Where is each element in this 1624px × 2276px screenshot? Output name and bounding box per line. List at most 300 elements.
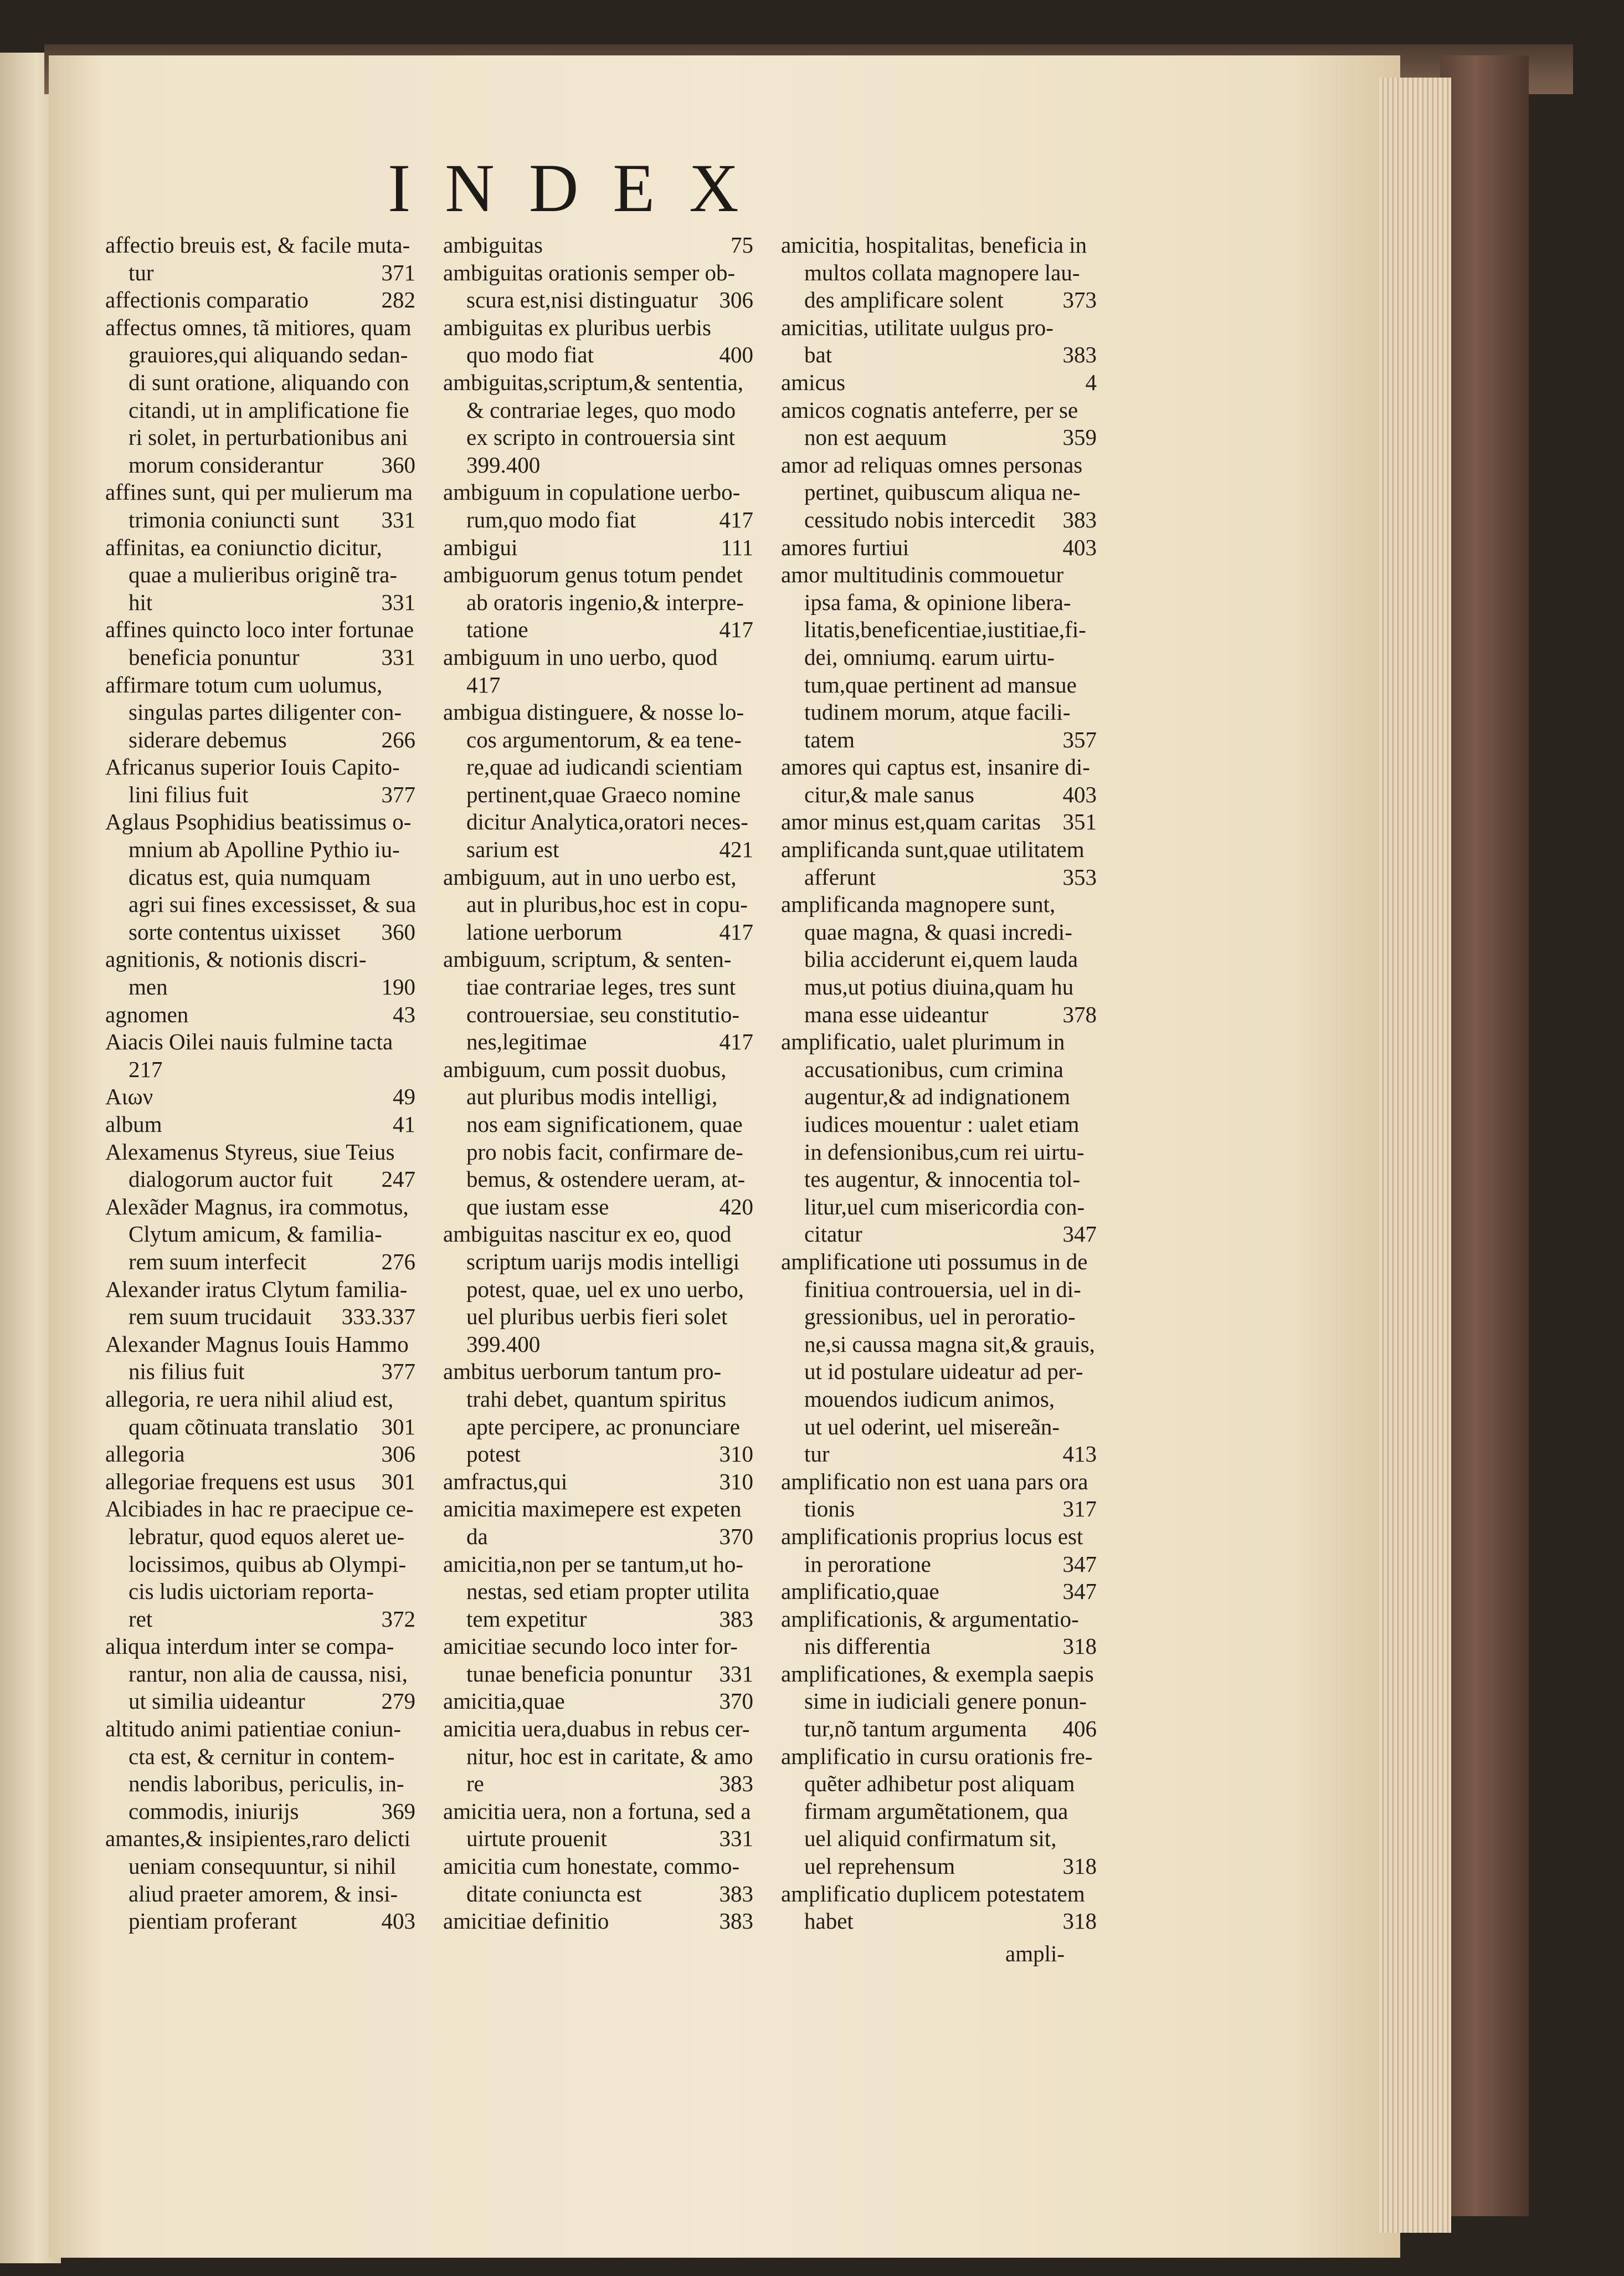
index-entry-line — [781, 1303, 1102, 1331]
index-entry-text: afferunt — [804, 864, 876, 890]
page-reference: 266 — [381, 726, 415, 752]
index-entry — [781, 891, 1102, 1028]
page-reference: 369 — [381, 1798, 415, 1824]
index-entry-text: habet — [804, 1908, 854, 1934]
index-entry-line — [781, 1853, 1102, 1880]
index-entry-line — [105, 1303, 421, 1331]
index-entry — [781, 232, 1102, 314]
index-entry-text: album — [105, 1111, 162, 1137]
index-entry-line — [105, 397, 421, 424]
index-entry-text: sorte contentus uixisset — [129, 919, 341, 945]
index-entry-text: nis filius fuit — [129, 1359, 245, 1385]
index-entry-text: ditate coniuncta est — [466, 1880, 642, 1906]
page-reference: 421 — [719, 837, 753, 863]
index-entry-line — [443, 1578, 759, 1606]
page-reference: 377 — [381, 1359, 415, 1385]
index-entry-line — [443, 589, 759, 617]
index-entry-line — [443, 1358, 759, 1386]
index-entry — [443, 1358, 759, 1468]
page-reference: 111 — [721, 534, 753, 560]
index-entry-line — [781, 808, 1102, 836]
page-reference: 373 — [1062, 287, 1097, 313]
index-entry-text: iudices mouentur : ualet etiam — [804, 1111, 1080, 1137]
index-entry — [105, 1028, 421, 1083]
index-entry-line — [105, 1770, 421, 1798]
index-entry-line — [443, 561, 759, 589]
page-reference: 370 — [719, 1523, 753, 1549]
page-reference: 383 — [719, 1771, 753, 1797]
index-entry-line — [443, 1660, 759, 1688]
index-entry — [443, 314, 759, 369]
index-entry-line — [105, 1633, 421, 1660]
index-entry-text: re,quae ad iudicandi scientiam — [466, 754, 743, 780]
page-reference: 370 — [719, 1688, 753, 1714]
index-entry-line — [443, 671, 759, 699]
index-entry-text: amfractus,qui — [443, 1468, 568, 1494]
index-entry — [105, 946, 421, 1001]
page-reference: 383 — [719, 1908, 753, 1934]
index-entry-line — [105, 808, 421, 836]
index-entry-text: quo modo fiat — [466, 342, 594, 368]
index-entry — [443, 644, 759, 699]
index-entry-line — [443, 616, 759, 644]
index-entry — [105, 671, 421, 754]
index-entry-line — [781, 616, 1102, 644]
index-entry-text: amplificanda magnopere sunt, — [781, 891, 1056, 917]
index-entry — [781, 1660, 1102, 1743]
index-entry-line — [781, 671, 1102, 699]
index-entry — [781, 1880, 1102, 1935]
index-entry-text: ambiguitas nascitur ex eo, quod — [443, 1221, 732, 1247]
index-entry-text: tes augentur, & innocentia tol- — [804, 1166, 1081, 1192]
index-entry-text: augentur,& ad indignationem — [804, 1084, 1070, 1110]
book-cover-spine — [1440, 55, 1529, 2216]
index-entry-text: amicitia,non per se tantum,ut ho- — [443, 1551, 743, 1577]
index-entry-line — [781, 1248, 1102, 1276]
index-entry-line — [443, 424, 759, 452]
index-entry-line — [781, 1715, 1102, 1743]
page-reference: 306 — [719, 287, 753, 313]
index-entry — [781, 1606, 1102, 1660]
index-entry-text: da — [466, 1523, 488, 1549]
index-entry-line — [781, 452, 1102, 479]
index-entry-text: amicos cognatis anteferre, per se — [781, 397, 1078, 423]
index-entry-line — [105, 424, 421, 452]
index-entry-line — [443, 341, 759, 369]
index-entry-text: affines quincto loco inter fortunae — [105, 617, 414, 643]
page-reference: 400 — [719, 342, 753, 368]
index-entry-text: ne,si caussa magna sit,& grauis, — [804, 1331, 1095, 1357]
index-entry-text: dei, omniumq. earum uirtu- — [804, 644, 1055, 670]
index-entry-line — [105, 1688, 421, 1715]
index-entry-line — [105, 1056, 421, 1084]
index-entry — [781, 1028, 1102, 1248]
index-entry-line — [105, 259, 421, 287]
index-entry-line — [781, 1193, 1102, 1221]
index-entry-text: Alexãder Magnus, ira commotus, — [105, 1193, 409, 1219]
index-entry-line — [781, 891, 1102, 919]
index-entry — [443, 864, 759, 946]
index-entry-text: affinitas, ea coniunctio dicitur, — [105, 534, 382, 560]
index-entry-text: amicitia,quae — [443, 1688, 565, 1714]
index-entry-line — [443, 1495, 759, 1523]
index-entry-line — [443, 1441, 759, 1468]
page-reference: 359 — [1062, 424, 1097, 450]
index-entry-line — [105, 891, 421, 919]
index-entry-text: tunae beneficia ponuntur — [466, 1660, 692, 1687]
index-entry-line — [443, 836, 759, 864]
index-entry-line — [105, 452, 421, 479]
page-reference: 318 — [1062, 1633, 1097, 1659]
index-entry-line — [443, 369, 759, 397]
index-entry-line — [781, 1798, 1102, 1826]
page-reference: 378 — [1062, 1001, 1097, 1027]
index-entry-text: 217 — [129, 1056, 163, 1082]
index-entry-text: citatur — [804, 1221, 862, 1247]
index-column-3 — [781, 232, 1102, 1935]
page-reference: 310 — [719, 1468, 753, 1494]
index-entry-line — [105, 1495, 421, 1523]
index-entry-text: ambiguum, cum possit duobus, — [443, 1056, 727, 1082]
page-reference: 353 — [1062, 864, 1097, 890]
index-entry-line — [443, 864, 759, 891]
index-entry-text: amplificatione uti possumus in de — [781, 1248, 1088, 1274]
index-entry-text: aliud praeter amorem, & insi- — [129, 1880, 398, 1906]
index-entry-text: apte percipere, ac pronunciare — [466, 1413, 740, 1439]
index-entry-line — [443, 1413, 759, 1441]
index-entry-text: quae a mulieribus originẽ tra- — [129, 562, 397, 588]
index-entry-text: quam cõtinuata translatio — [129, 1413, 358, 1439]
page-reference: 247 — [381, 1166, 415, 1192]
index-entry-line — [105, 699, 421, 726]
index-entry — [443, 534, 759, 562]
page-reference: 413 — [1062, 1441, 1097, 1467]
index-entry-line — [105, 1193, 421, 1221]
index-entry-line — [105, 1083, 421, 1111]
index-entry-line — [781, 1551, 1102, 1578]
index-entry-line — [443, 1193, 759, 1221]
index-entry-line — [105, 864, 421, 891]
index-entry-text: tudinem morum, atque facili- — [804, 699, 1071, 725]
index-entry — [443, 259, 759, 314]
index-entry-text: ambiguum in copulatione uerbo- — [443, 479, 741, 505]
index-entry-line — [443, 1166, 759, 1193]
index-entry — [105, 1825, 421, 1935]
index-entry-line — [443, 1715, 759, 1743]
index-entry-text: morum considerantur — [129, 452, 323, 478]
index-entry-text: amicitias, utilitate uulgus pro- — [781, 314, 1053, 340]
index-entry-line — [443, 1798, 759, 1826]
index-entry-text: finitiua controuersia, uel in di- — [804, 1276, 1081, 1302]
index-entry-line — [443, 781, 759, 809]
page-reference: 403 — [1062, 534, 1097, 560]
index-entry-line — [781, 1825, 1102, 1853]
index-entry — [443, 479, 759, 534]
index-entry-text: ambiguum in uno uerbo, quod — [443, 644, 718, 670]
index-entry-text: firmam argumẽtationem, qua — [804, 1798, 1068, 1824]
page-reference: 282 — [381, 287, 415, 313]
index-entry-line — [443, 1688, 759, 1715]
index-entry-line — [443, 232, 759, 259]
index-entry-text: tatione — [466, 617, 528, 643]
index-entry-text: agnitionis, & notionis discri- — [105, 946, 367, 972]
index-entry-text: rem suum interfecit — [129, 1248, 307, 1274]
index-entry-text: des amplificare solent — [804, 287, 1004, 313]
index-entry-text: amplificationes, & exempla saepis — [781, 1660, 1094, 1687]
index-entry-line — [781, 424, 1102, 452]
index-entry — [781, 1523, 1102, 1578]
page-reference: 383 — [1062, 342, 1097, 368]
page-reference: 49 — [393, 1084, 415, 1110]
index-entry-text: amplificatio non est uana pars ora — [781, 1468, 1088, 1494]
index-entry-line — [781, 1770, 1102, 1798]
index-entry-line — [443, 1028, 759, 1056]
index-entry-text: Aglaus Psophidius beatissimus o- — [105, 809, 412, 835]
index-entry-line — [443, 1468, 759, 1496]
index-entry-text: agnomen — [105, 1001, 189, 1027]
index-entry-line — [443, 1386, 759, 1413]
index-entry-line — [781, 397, 1102, 424]
index-entry-text: ret — [129, 1606, 153, 1632]
index-entry — [443, 1798, 759, 1853]
index-entry-text: cessitudo nobis intercedit — [804, 506, 1035, 532]
index-entry-text: 417 — [466, 671, 501, 698]
index-entry-line — [443, 259, 759, 287]
index-entry-line — [781, 232, 1102, 259]
index-entry-line — [443, 1825, 759, 1853]
index-entry-text: altitudo animi patientiae coniun- — [105, 1716, 401, 1742]
index-entry-text: uel pluribus uerbis fieri solet — [466, 1304, 728, 1330]
index-entry — [781, 1743, 1102, 1880]
index-entry-line — [105, 1578, 421, 1606]
index-entry-text: ut id postulare uideatur ad per- — [804, 1359, 1083, 1385]
index-entry-line — [781, 1606, 1102, 1633]
index-entry-text: rantur, non alia de caussa, nisi, — [129, 1660, 408, 1687]
index-entry — [105, 1331, 421, 1386]
index-entry-line — [443, 1908, 759, 1935]
index-entry-line — [443, 314, 759, 342]
index-entry-line — [443, 479, 759, 506]
index-entry — [781, 1578, 1102, 1606]
index-entry-line — [443, 644, 759, 671]
index-entry-line — [105, 1551, 421, 1578]
index-entry-line — [105, 1715, 421, 1743]
index-entry-line — [105, 1166, 421, 1193]
index-entry — [443, 1468, 759, 1496]
index-entry — [105, 1139, 421, 1193]
index-entry — [443, 1221, 759, 1358]
index-entry-line — [105, 781, 421, 809]
page-reference: 317 — [1062, 1496, 1097, 1522]
index-entry — [781, 1468, 1102, 1523]
index-entry-text: bilia acciderunt ei,quem lauda — [804, 946, 1078, 972]
index-entry-text: tur — [129, 259, 154, 285]
page-reference: 403 — [381, 1908, 415, 1934]
index-entry-line — [105, 1221, 421, 1248]
index-entry-text: tatem — [804, 726, 855, 752]
page-reference: 331 — [381, 589, 415, 615]
index-entry-line — [443, 808, 759, 836]
index-entry-line — [443, 753, 759, 781]
index-entry-line — [105, 1798, 421, 1826]
index-entry — [443, 1056, 759, 1221]
index-entry-line — [781, 1139, 1102, 1166]
index-entry-line — [105, 286, 421, 314]
index-entry-text: aut pluribus modis intelligi, — [466, 1084, 718, 1110]
index-entry-text: in defensionibus,cum rei uirtu- — [804, 1139, 1085, 1165]
index-entry-line — [443, 1523, 759, 1551]
index-entry-text: dicitur Analytica,oratori neces- — [466, 809, 748, 835]
index-entry-line — [105, 1606, 421, 1633]
index-entry-text: amicitiae secundo loco inter for- — [443, 1633, 738, 1659]
index-entry-line — [443, 699, 759, 726]
index-entry-line — [443, 1139, 759, 1166]
page-reference: 406 — [1062, 1716, 1097, 1742]
index-entry-text: nitur, hoc est in caritate, & amo — [466, 1743, 753, 1769]
index-entry-line — [781, 1166, 1102, 1193]
index-entry-text: Clytum amicum, & familia- — [129, 1221, 382, 1247]
page-reference: 301 — [381, 1413, 415, 1439]
page-reference: 347 — [1062, 1578, 1097, 1605]
page-reference: 383 — [719, 1880, 753, 1906]
index-entry-line — [443, 1083, 759, 1111]
index-entry-text: scriptum uarijs modis intelligi — [466, 1248, 740, 1274]
index-entry-line — [105, 1880, 421, 1908]
index-entry-line — [781, 1056, 1102, 1084]
index-entry-text: aliqua interdum inter se compa- — [105, 1633, 394, 1659]
index-entry — [781, 397, 1102, 452]
index-entry-text: mnium ab Apolline Pythio iu- — [129, 837, 400, 863]
index-entry-line — [105, 1743, 421, 1771]
page-reference: 331 — [719, 1826, 753, 1852]
index-entry — [105, 1001, 421, 1029]
index-entry-text: tionis — [804, 1496, 855, 1522]
index-entry-text: amicitia cum honestate, commo- — [443, 1853, 740, 1879]
index-entry-line — [105, 506, 421, 534]
index-entry — [781, 534, 1102, 562]
index-entry-text: rem suum trucidauit — [129, 1304, 312, 1330]
page-reference: 360 — [381, 919, 415, 945]
index-entry-line — [781, 1358, 1102, 1386]
index-entry-text: affirmare totum cum uolumus, — [105, 671, 383, 698]
index-entry-line — [443, 1853, 759, 1880]
index-entry-line — [105, 1358, 421, 1386]
index-entry-line — [781, 1633, 1102, 1660]
index-entry-text: amor minus est,quam caritas — [781, 809, 1041, 835]
index-entry-text: que iustam esse — [466, 1193, 609, 1219]
index-entry-line — [781, 589, 1102, 617]
index-entry-line — [443, 946, 759, 973]
index-entry-text: controuersiae, seu constitutio- — [466, 1001, 740, 1027]
index-entry-line — [105, 561, 421, 589]
index-entry-line — [781, 1111, 1102, 1139]
page-reference: 383 — [719, 1606, 753, 1632]
index-entry-line — [781, 534, 1102, 562]
index-entry-line — [781, 946, 1102, 973]
index-entry-line — [781, 1660, 1102, 1688]
index-entry-line — [105, 1111, 421, 1139]
index-entry-text: citandi, ut in amplificatione fie — [129, 397, 409, 423]
index-entry-line — [443, 1633, 759, 1660]
index-entry-text: allegoria, re uera nihil aliud est, — [105, 1386, 394, 1412]
index-entry-text: nestas, sed etiam propter utilita — [466, 1578, 750, 1605]
index-entry-text: potest, quae, uel ex uno uerbo, — [466, 1276, 744, 1302]
index-entry-text: litatis,beneficentiae,iustitiae,fi- — [804, 617, 1086, 643]
index-entry-line — [443, 452, 759, 479]
page-title: INDEX — [388, 150, 773, 226]
index-entry-text: ambiguitas ex pluribus uerbis — [443, 314, 711, 340]
index-entry — [105, 314, 421, 479]
index-entry-text: hit — [129, 589, 153, 615]
index-entry — [105, 1083, 421, 1111]
index-entry-text: nes,legitimae — [466, 1029, 587, 1055]
index-entry-text: ut uel oderint, uel misereãn- — [804, 1413, 1060, 1439]
index-entry — [105, 1193, 421, 1276]
index-entry-text: beneficia ponuntur — [129, 644, 300, 670]
index-entry-text: cos argumentorum, & ea tene- — [466, 726, 742, 752]
index-entry-text: dicatus est, quia numquam — [129, 864, 371, 890]
index-entry-line — [105, 341, 421, 369]
index-entry-line — [105, 1276, 421, 1304]
index-entry-line — [443, 1606, 759, 1633]
page-reference: 371 — [381, 259, 415, 285]
index-entry-text: amplificationis proprius locus est — [781, 1523, 1083, 1549]
index-entry-line — [443, 1331, 759, 1359]
index-entry-line — [781, 919, 1102, 946]
index-entry — [443, 699, 759, 864]
index-entry-line — [781, 864, 1102, 891]
index-entry-text: accusationibus, cum crimina — [804, 1056, 1063, 1082]
index-entry-text: uirtute prouenit — [466, 1826, 607, 1852]
index-entry-text: citur,& male sanus — [804, 781, 974, 807]
index-entry-text: ambiguorum genus totum pendet — [443, 562, 743, 588]
index-entry-text: ambitus uerborum tantum pro- — [443, 1359, 722, 1385]
index-entry — [105, 1111, 421, 1139]
index-entry-line — [443, 506, 759, 534]
page-reference: 4 — [1085, 369, 1097, 395]
index-entry-line — [105, 1441, 421, 1468]
index-entry-text: di sunt oratione, aliquando con — [129, 369, 409, 395]
index-entry-line — [781, 314, 1102, 342]
index-entry — [105, 1633, 421, 1715]
index-entry-text: cis ludis uictoriam reporta- — [129, 1578, 374, 1605]
index-entry-line — [105, 1660, 421, 1688]
page-reference: 403 — [1062, 781, 1097, 807]
index-entry — [443, 369, 759, 479]
index-entry-text: re — [466, 1771, 484, 1797]
index-entry-text: ambigui — [443, 534, 518, 560]
index-entry-line — [443, 1111, 759, 1139]
index-entry-line — [443, 534, 759, 562]
page-reference: 306 — [381, 1441, 415, 1467]
index-entry-line — [781, 1523, 1102, 1551]
index-entry-line — [781, 726, 1102, 754]
index-entry — [105, 1441, 421, 1468]
index-entry-line — [105, 1001, 421, 1029]
index-entry — [443, 1908, 759, 1935]
index-entry — [781, 808, 1102, 836]
index-entry-text: amores furtiui — [781, 534, 909, 560]
index-entry-line — [105, 671, 421, 699]
index-entry-line — [781, 1743, 1102, 1771]
index-entry-line — [443, 973, 759, 1001]
index-entry-line — [105, 1139, 421, 1166]
index-entry-text: Alcibiades in hac re praecipue ce- — [105, 1496, 414, 1522]
index-entry-line — [105, 753, 421, 781]
index-entry-line — [443, 286, 759, 314]
index-entry-line — [781, 1386, 1102, 1413]
index-entry-text: lini filius fuit — [129, 781, 249, 807]
